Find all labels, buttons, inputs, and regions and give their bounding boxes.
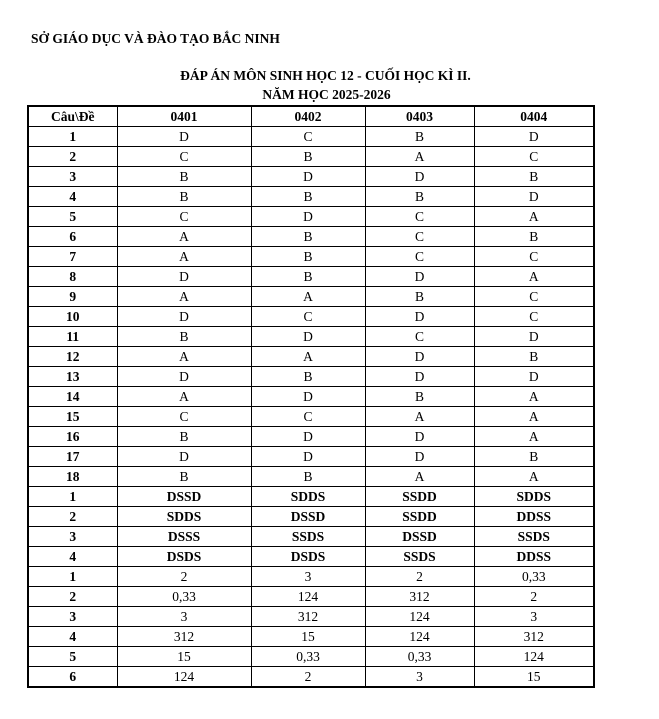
answer-cell: D [474,187,594,207]
answer-cell: 2 [117,567,251,587]
question-number-cell: 5 [28,207,117,227]
answer-cell: B [474,227,594,247]
answer-cell: 15 [117,647,251,667]
answer-cell: D [251,387,365,407]
header-code-0404: 0404 [474,106,594,127]
answer-cell: 15 [251,627,365,647]
table-row [28,647,594,667]
question-number-cell: 6 [28,227,117,247]
answer-cell: A [117,347,251,367]
answer-cell: A [117,287,251,307]
answer-cell: C [474,287,594,307]
answer-cell: C [474,147,594,167]
department-name: SỞ GIÁO DỤC VÀ ĐÀO TẠO BẮC NINH [31,31,280,46]
answer-cell: 124 [365,607,474,627]
table-row [28,447,594,467]
answer-cell: A [474,407,594,427]
answer-cell: A [251,347,365,367]
question-number-cell: 5 [28,647,117,667]
table-row [28,367,594,387]
answer-cell: 3 [474,607,594,627]
answer-cell: B [365,287,474,307]
answer-cell: B [365,387,474,407]
question-number-cell: 15 [28,407,117,427]
answer-cell: C [365,327,474,347]
table-row [28,487,594,507]
question-number-cell: 1 [28,487,117,507]
answer-cell: SSDD [365,507,474,527]
question-number-cell: 2 [28,587,117,607]
question-number-cell: 13 [28,367,117,387]
table-row [28,527,594,547]
question-number-cell: 3 [28,527,117,547]
answer-cell: D [251,327,365,347]
answer-cell: B [117,167,251,187]
answer-cell: B [117,427,251,447]
question-number-cell: 16 [28,427,117,447]
answer-cell: B [251,187,365,207]
header-question: Câu\Đề [28,106,117,127]
answer-cell: 3 [251,567,365,587]
answer-cell: B [474,167,594,187]
answer-cell: D [117,267,251,287]
question-number-cell: 4 [28,627,117,647]
answer-cell: DSSD [251,507,365,527]
question-number-cell: 3 [28,607,117,627]
answer-cell: C [251,127,365,147]
question-number-cell: 17 [28,447,117,467]
header-code-0401: 0401 [117,106,251,127]
header-code-0402: 0402 [251,106,365,127]
answer-cell: D [117,367,251,387]
answer-cell: D [117,307,251,327]
answer-cell: 2 [474,587,594,607]
table-row [28,427,594,447]
answer-cell: 0,33 [474,567,594,587]
answer-cell: C [117,407,251,427]
answer-cell: DSSS [117,527,251,547]
table-row [28,587,594,607]
table-row [28,247,594,267]
answer-cell: DSDS [251,547,365,567]
answer-cell: B [117,467,251,487]
table-row [28,387,594,407]
answer-cell: C [365,227,474,247]
table-row [28,467,594,487]
table-row [28,147,594,167]
answer-cell: B [251,227,365,247]
answer-cell: B [251,147,365,167]
table-row [28,327,594,347]
answer-cell: C [365,207,474,227]
answer-cell: DDSS [474,507,594,527]
answer-cell: B [251,247,365,267]
answer-cell: DSSD [365,527,474,547]
question-number-cell: 10 [28,307,117,327]
answer-cell: SDDS [251,487,365,507]
answer-cell: D [251,427,365,447]
answer-cell: B [251,467,365,487]
answer-cell: DSSD [117,487,251,507]
question-number-cell: 1 [28,567,117,587]
answer-cell: B [365,187,474,207]
answer-cell: C [117,147,251,167]
answer-cell: D [474,367,594,387]
table-row [28,567,594,587]
answer-cell: A [365,147,474,167]
school-year-title: NĂM HỌC 2025-2026 [262,87,391,102]
table-row [28,667,594,688]
question-number-cell: 12 [28,347,117,367]
answer-cell: 312 [365,587,474,607]
table-row [28,267,594,287]
answer-cell: 124 [251,587,365,607]
answer-cell: SDDS [474,487,594,507]
answer-cell: A [474,267,594,287]
answer-cell: D [117,447,251,467]
answer-cell: SSDS [251,527,365,547]
answer-cell: D [251,447,365,467]
answer-cell: C [365,247,474,267]
table-row [28,547,594,567]
answer-cell: A [365,467,474,487]
table-row [28,207,594,227]
answer-cell: DSDS [117,547,251,567]
question-number-cell: 11 [28,327,117,347]
answer-cell: B [117,187,251,207]
answer-cell: D [365,447,474,467]
question-number-cell: 9 [28,287,117,307]
answer-key-table [27,105,595,688]
table-row [28,287,594,307]
answer-cell: B [365,127,474,147]
answer-cell: SSDS [365,547,474,567]
answer-cell: 3 [365,667,474,688]
answer-cell: B [474,447,594,467]
table-row [28,407,594,427]
answer-cell: 2 [251,667,365,688]
table-row [28,347,594,367]
answer-cell: B [251,267,365,287]
table-row [28,227,594,247]
answer-cell: D [365,267,474,287]
question-number-cell: 8 [28,267,117,287]
question-number-cell: 6 [28,667,117,688]
answer-cell: D [365,307,474,327]
answer-cell: D [365,427,474,447]
answer-cell: 3 [117,607,251,627]
question-number-cell: 14 [28,387,117,407]
question-number-cell: 4 [28,187,117,207]
answer-cell: 124 [117,667,251,688]
answer-cell: C [474,307,594,327]
answer-cell: 312 [474,627,594,647]
question-number-cell: 1 [28,127,117,147]
answer-cell: D [365,347,474,367]
table-row [28,307,594,327]
answer-cell: A [474,207,594,227]
answer-cell: B [474,347,594,367]
answer-cell: 2 [365,567,474,587]
answer-cell: 0,33 [117,587,251,607]
question-number-cell: 7 [28,247,117,267]
question-number-cell: 4 [28,547,117,567]
answer-cell: C [117,207,251,227]
answer-cell: B [251,367,365,387]
question-number-cell: 2 [28,147,117,167]
table-row [28,187,594,207]
answer-cell: 0,33 [365,647,474,667]
answer-cell: D [117,127,251,147]
table-row [28,507,594,527]
answer-cell: D [251,167,365,187]
answer-cell: A [117,247,251,267]
question-number-cell: 3 [28,167,117,187]
answer-cell: A [117,227,251,247]
answer-cell: B [117,327,251,347]
answer-cell: A [251,287,365,307]
answer-cell: 312 [117,627,251,647]
question-number-cell: 2 [28,507,117,527]
answer-cell: 312 [251,607,365,627]
answer-cell: D [365,167,474,187]
answer-cell: D [474,127,594,147]
table-row [28,607,594,627]
answer-cell: 15 [474,667,594,688]
answer-cell: A [117,387,251,407]
answer-cell: SSDS [474,527,594,547]
question-number-cell: 18 [28,467,117,487]
answer-cell: A [474,467,594,487]
answer-cell: 124 [474,647,594,667]
answer-cell: 124 [365,627,474,647]
answer-cell: DDSS [474,547,594,567]
answer-cell: 0,33 [251,647,365,667]
answer-cell: SSDD [365,487,474,507]
table-row [28,627,594,647]
answer-cell: A [365,407,474,427]
answer-cell: D [251,207,365,227]
answer-cell: C [251,407,365,427]
answer-cell: D [474,327,594,347]
answer-cell: A [474,427,594,447]
answer-cell: C [251,307,365,327]
header-code-0403: 0403 [365,106,474,127]
answer-cell: D [365,367,474,387]
answer-cell: C [474,247,594,267]
table-row [28,127,594,147]
answer-key-title: ĐÁP ÁN MÔN SINH HỌC 12 - CUỐI HỌC KÌ II. [180,68,471,83]
table-header-row [28,106,594,127]
answer-cell: A [474,387,594,407]
answer-cell: SDDS [117,507,251,527]
table-row [28,167,594,187]
